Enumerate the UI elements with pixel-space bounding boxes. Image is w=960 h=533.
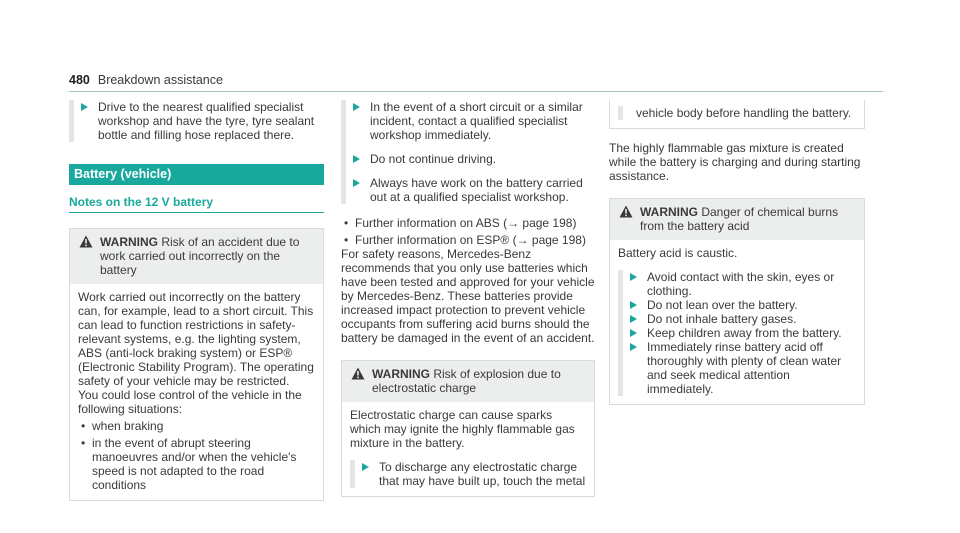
step-text: Keep children away from the battery. bbox=[647, 326, 842, 340]
header-rule bbox=[69, 91, 883, 92]
bullet-item: • in the event of abrupt steering manoeuvres and/or when the vehicle's speed is not adapted to the road conditions bbox=[78, 436, 315, 492]
step-text: Do not continue driving. bbox=[370, 152, 497, 166]
bullet-item: • when braking bbox=[78, 419, 315, 433]
warning-icon bbox=[351, 367, 365, 380]
warning-box bbox=[69, 228, 324, 501]
arrow-icon bbox=[353, 103, 360, 111]
warning-label: WARNING bbox=[640, 205, 698, 219]
step-block bbox=[350, 460, 586, 488]
arrow-icon bbox=[630, 301, 637, 309]
warning-text-2: You could lose control of the vehicle in the following situations: bbox=[78, 388, 302, 416]
warning-title: Danger of chemical burns from the battery acid bbox=[640, 205, 839, 233]
instruction-step bbox=[351, 176, 595, 204]
arrow-icon bbox=[353, 155, 360, 163]
warning-header bbox=[70, 229, 323, 284]
step-block bbox=[618, 270, 856, 396]
step-text: Do not inhale battery gases. bbox=[647, 312, 797, 326]
instruction-step bbox=[628, 312, 856, 326]
section-heading: Battery (vehicle) bbox=[69, 164, 324, 185]
warning-box-continued bbox=[609, 100, 865, 129]
step-text: Immediately rinse battery acid off thoroughly with plenty of clean water and seek medical attention immediately. bbox=[647, 340, 842, 396]
instruction-step bbox=[360, 460, 586, 488]
bullet-item: • Further information on ESP® (→ page 198) bbox=[341, 233, 595, 247]
step-text: Avoid contact with the skin, eyes or clothing. bbox=[647, 270, 835, 298]
warning-icon bbox=[79, 235, 93, 248]
page-header bbox=[69, 73, 223, 87]
warning-text: Work carried out incorrectly on the battery can, for example, lead to a short circuit. This can lead to function restrictions in safety-relevant systems, e.g. the lighting system, ABS (anti-lock braking system) or ESP® (Electronic Stability Program). The operating safety of your vehicle may be restricted. bbox=[78, 290, 314, 388]
step-text: To discharge any electrostatic charge that may have built up, touch the metal bbox=[379, 460, 586, 488]
arrow-icon bbox=[81, 103, 88, 111]
subsection-heading: Notes on the 12 V battery bbox=[69, 195, 324, 213]
step-text: In the event of a short circuit or a similar incident, contact a qualified specialist workshop immediately. bbox=[370, 100, 583, 142]
instruction-step bbox=[628, 326, 856, 340]
arrow-icon bbox=[630, 273, 637, 281]
arrow-icon bbox=[630, 343, 637, 351]
warning-header bbox=[342, 361, 594, 402]
arrow-icon bbox=[362, 463, 369, 471]
body-paragraph: The highly flammable gas mixture is created while the battery is charging and during starting assistance. bbox=[609, 141, 861, 183]
warning-label: WARNING bbox=[372, 367, 430, 381]
step-block bbox=[69, 100, 324, 142]
column-2 bbox=[341, 100, 595, 497]
warning-text: Battery acid is caustic. bbox=[618, 246, 738, 260]
column-3 bbox=[609, 100, 865, 405]
instruction-step bbox=[351, 152, 595, 166]
column-1 bbox=[69, 100, 324, 501]
instruction-step bbox=[628, 340, 856, 396]
warning-header bbox=[610, 199, 864, 240]
instruction-step bbox=[79, 100, 324, 142]
warning-title: Risk of an accident due to work carried out incorrectly on the battery bbox=[100, 235, 300, 277]
warning-body bbox=[342, 402, 594, 496]
warning-body bbox=[610, 240, 864, 404]
warning-box bbox=[609, 198, 865, 405]
instruction-step bbox=[628, 270, 856, 298]
warning-icon bbox=[619, 205, 633, 218]
section-name: Breakdown assistance bbox=[97, 73, 223, 87]
warning-text: Electrostatic charge can cause sparks which may ignite the highly flammable gas mixture in the battery. bbox=[350, 408, 575, 450]
step-text: Always have work on the battery carried out at a qualified specialist workshop. bbox=[370, 176, 583, 204]
step-text: Do not lean over the battery. bbox=[647, 298, 798, 312]
arrow-icon bbox=[630, 329, 637, 337]
arrow-icon bbox=[630, 315, 637, 323]
step-block bbox=[341, 100, 595, 204]
warning-body bbox=[70, 284, 323, 500]
warning-box bbox=[341, 360, 595, 497]
body-paragraph: For safety reasons, Mercedes-Benz recommends that you only use batteries which have been tested and approved for your vehicle by Mercedes-Benz. These batteries provide increased impact protection to prevent vehicle occupants from suffering acid burns should the battery be damaged in the event of an accident. bbox=[341, 247, 595, 345]
warning-body bbox=[610, 100, 864, 128]
warning-label: WARNING bbox=[100, 235, 158, 249]
step-text: Drive to the nearest qualified specialist workshop and have the tyre, tyre sealant bottle and filling hose replaced there. bbox=[98, 100, 315, 142]
instruction-step-continued: vehicle body before handling the battery. bbox=[636, 106, 852, 120]
instruction-step bbox=[628, 298, 856, 312]
warning-title: Risk of explosion due to electrostatic charge bbox=[372, 367, 561, 395]
bullet-item: • Further information on ABS (→ page 198) bbox=[341, 216, 595, 230]
instruction-step bbox=[351, 100, 595, 142]
page-number: 480 bbox=[69, 73, 90, 87]
arrow-icon bbox=[353, 179, 360, 187]
step-block bbox=[618, 106, 856, 120]
